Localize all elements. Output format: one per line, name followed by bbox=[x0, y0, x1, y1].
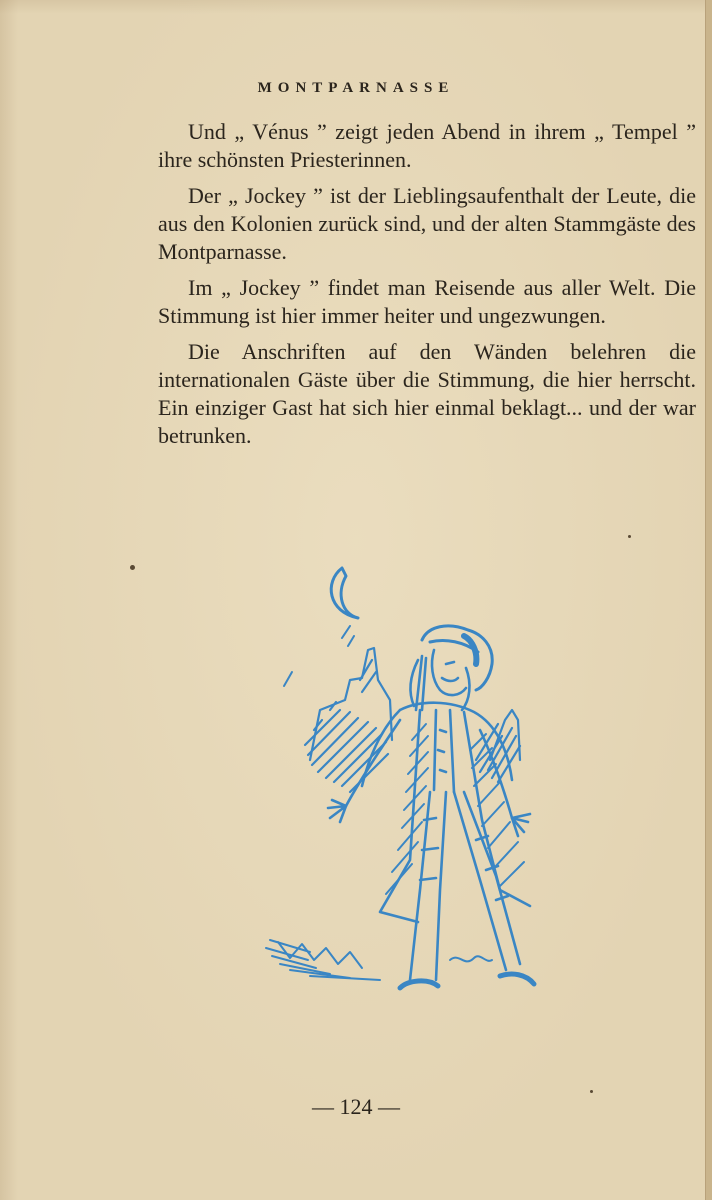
buildings-left bbox=[305, 648, 392, 792]
ground-scribble bbox=[266, 940, 492, 980]
ink-speck bbox=[628, 535, 631, 538]
page-number: — 124 — bbox=[312, 1094, 400, 1119]
moon-icon bbox=[331, 568, 358, 618]
ink-speck bbox=[130, 565, 135, 570]
shoes bbox=[400, 974, 534, 988]
motion-lines bbox=[284, 626, 354, 686]
paragraph: Die Anschriften auf den Wänden belehren die internationalen Gäste über die Stimmung, die hier herrscht. Ein einziger Gast hat sich hier einmal beklagt... und der war betrunken. bbox=[158, 339, 696, 448]
running-head: MONTPARNASSE bbox=[257, 80, 455, 96]
legs bbox=[410, 792, 520, 980]
paragraph: Der „ Jockey ” ist der Lieblingsaufenthalt der Leute, die aus den Kolonien zurück sind, und der alten Stammgäste des Montparnasse. bbox=[158, 183, 696, 264]
ink-speck bbox=[590, 1090, 593, 1093]
page-edge bbox=[705, 0, 712, 1200]
paragraph: Im „ Jockey ” findet man Reisende aus aller Welt. Die Stimmung ist hier immer heiter und ungezwungen. bbox=[158, 275, 696, 328]
body-text bbox=[158, 118, 696, 458]
head bbox=[411, 650, 470, 710]
drunk-man-illustration bbox=[250, 560, 550, 1030]
paragraph: Und „ Vénus ” zeigt jeden Abend in ihrem „ Tempel ” ihre schönsten Priesterinnen. bbox=[158, 119, 696, 172]
